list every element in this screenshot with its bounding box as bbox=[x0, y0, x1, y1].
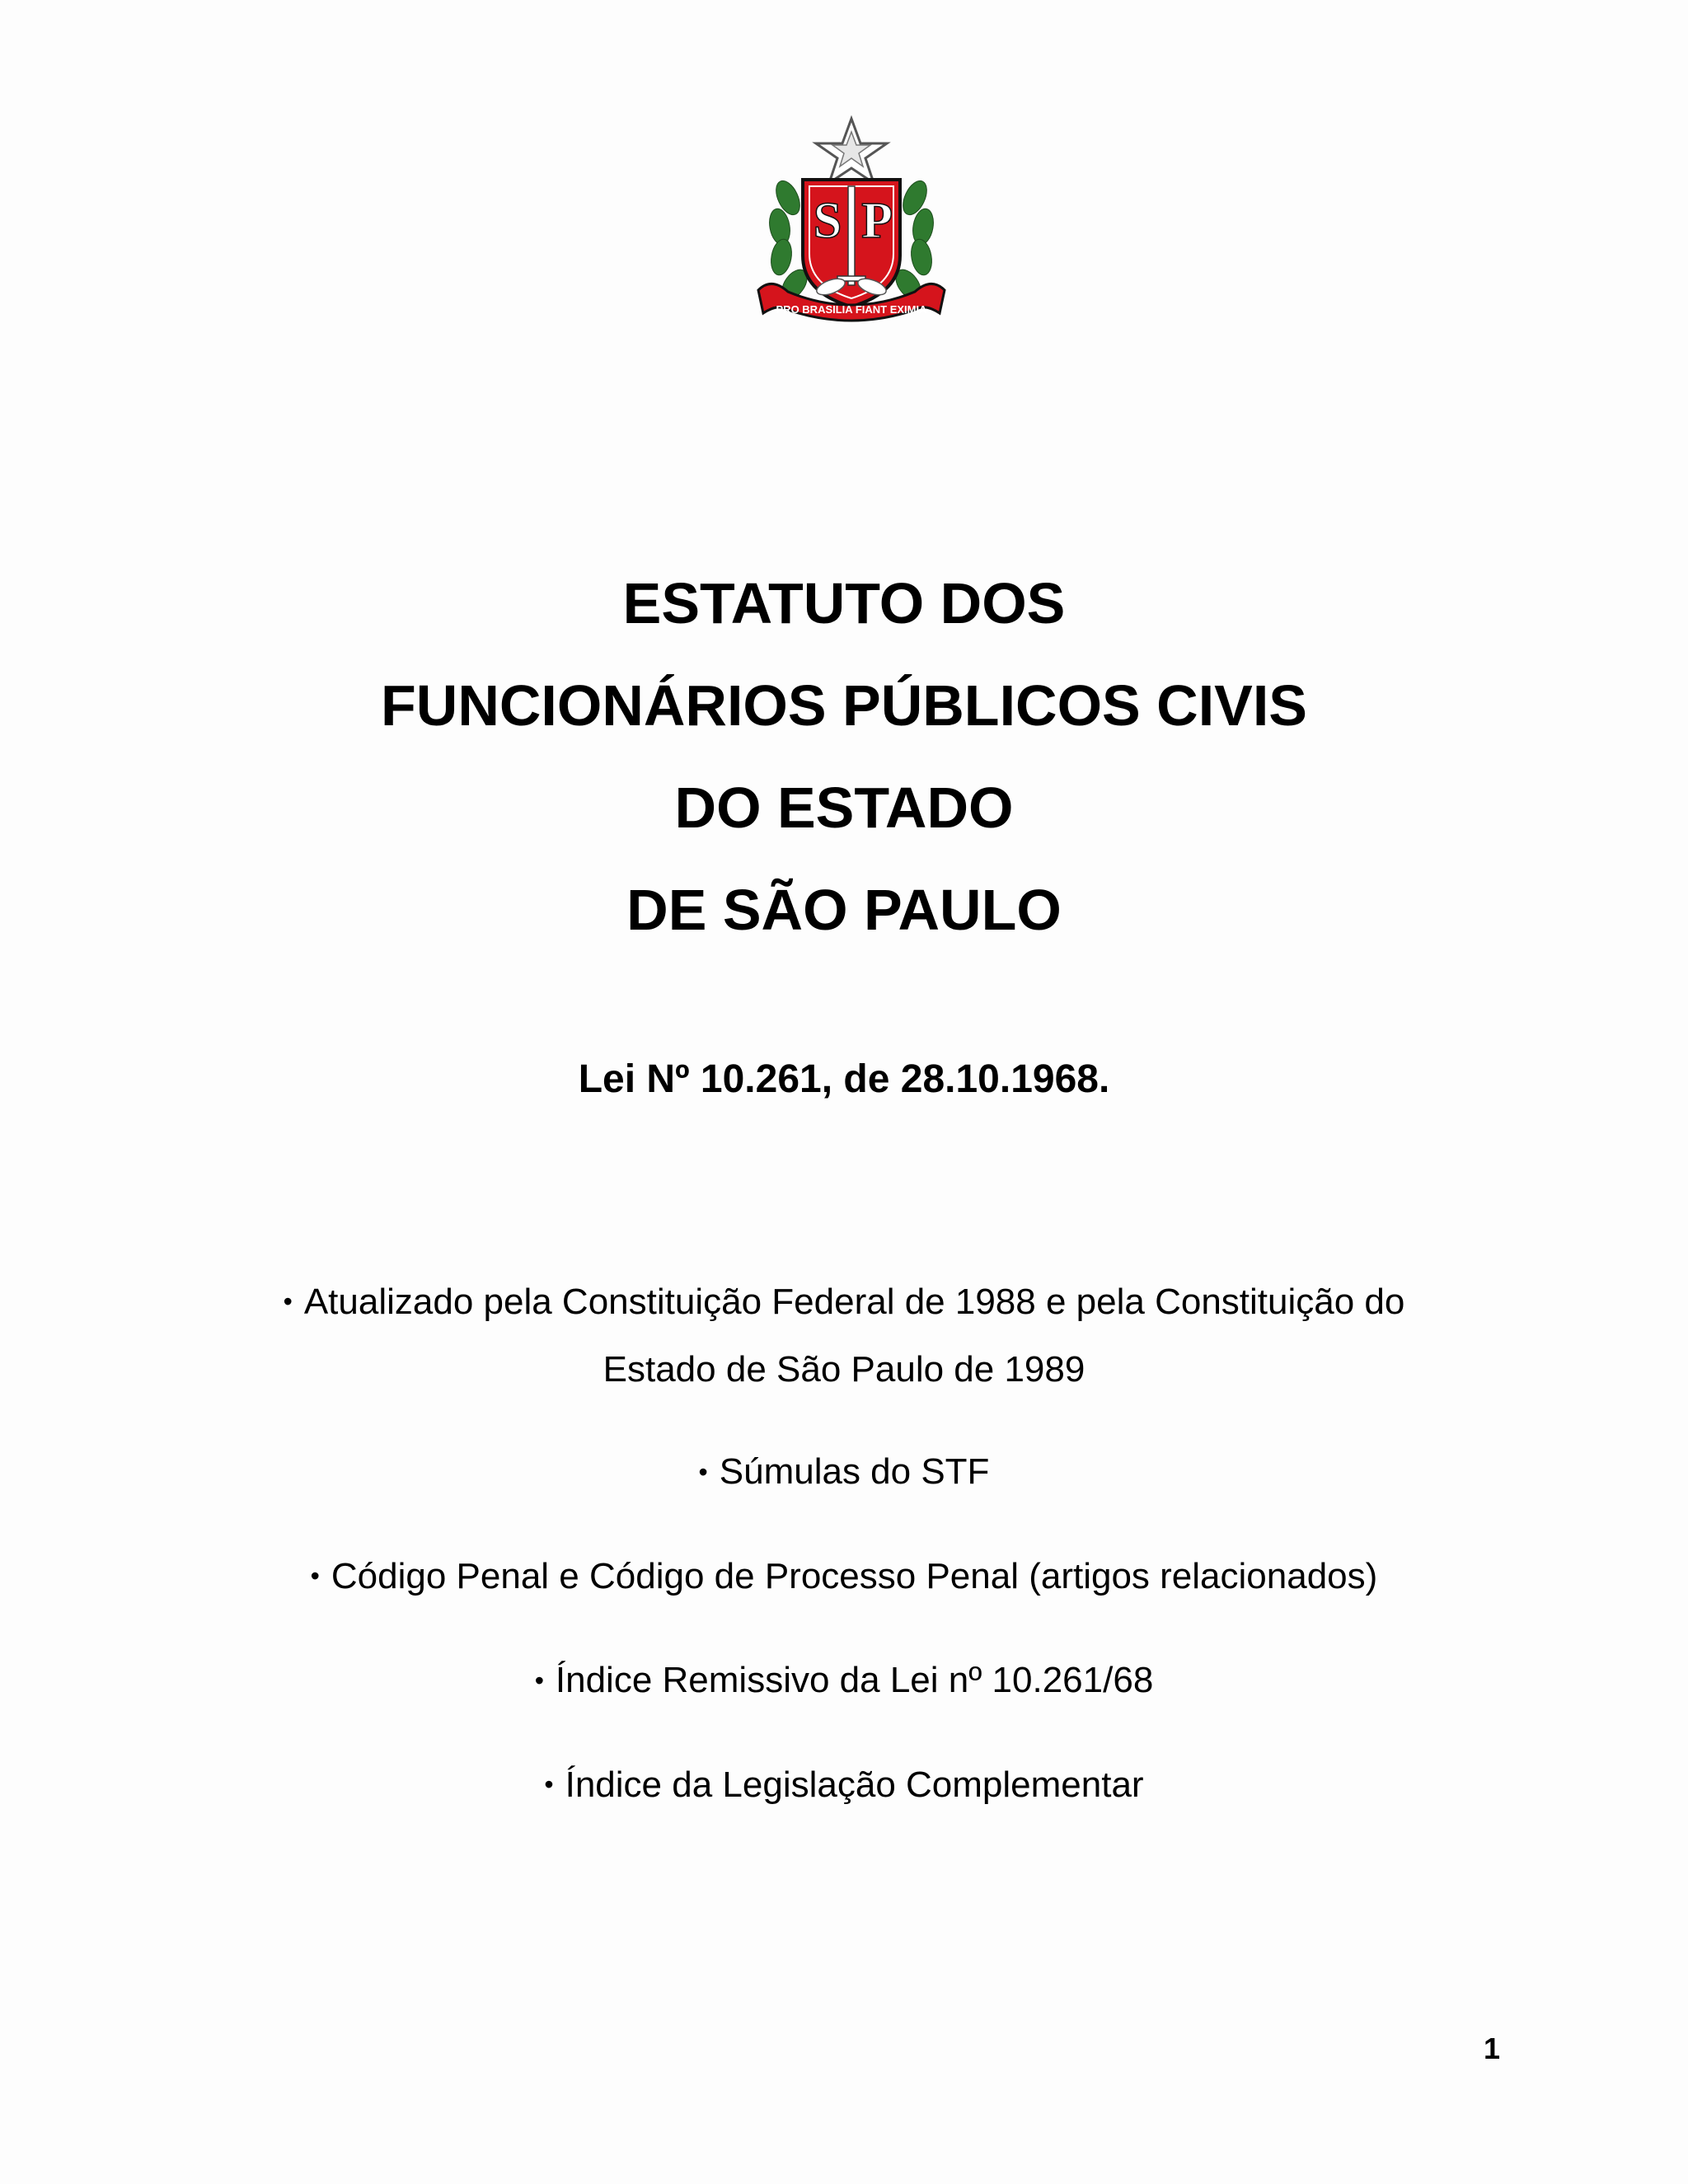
bullet-icon: • bbox=[534, 1665, 544, 1695]
list-item bbox=[0, 1647, 1688, 1715]
svg-text:PRO BRASILIA FIANT EXIMIA: PRO BRASILIA FIANT EXIMIA bbox=[776, 303, 927, 316]
bullet-icon: • bbox=[698, 1456, 708, 1487]
emblem-monogram-s: S bbox=[813, 193, 842, 249]
contents-list bbox=[0, 1269, 1688, 1820]
list-item bbox=[234, 1269, 1454, 1403]
list-item-text: Índice Remissivo da Lei nº 10.261/68 bbox=[555, 1660, 1154, 1701]
list-item bbox=[0, 1752, 1688, 1820]
emblem-monogram-p: P bbox=[861, 193, 893, 249]
list-item-text: Código Penal e Código de Processo Penal (artigos relacionados) bbox=[331, 1555, 1378, 1596]
law-reference: Lei Nº 10.261, de 28.10.1968. bbox=[578, 1057, 1110, 1101]
list-item-text: Índice da Legislação Complementar bbox=[565, 1764, 1144, 1805]
page-number: 1 bbox=[1483, 2032, 1500, 2065]
list-item-text: Súmulas do STF bbox=[719, 1451, 990, 1493]
bullet-icon: • bbox=[544, 1769, 554, 1799]
title-line-4: DE SÃO PAULO bbox=[626, 878, 1062, 942]
title-line-2: FUNCIONÁRIOS PÚBLICOS CIVIS bbox=[381, 673, 1307, 738]
title-line-1: ESTATUTO DOS bbox=[622, 571, 1066, 635]
list-item bbox=[0, 1439, 1688, 1507]
list-item bbox=[0, 1544, 1688, 1611]
list-item-text: Atualizado pela Constituição Federal de 1988 e pela Constituição do Estado de São Paulo de 1989 bbox=[303, 1282, 1405, 1390]
title-line-3: DO ESTADO bbox=[674, 776, 1014, 840]
bullet-icon: • bbox=[310, 1561, 320, 1591]
bullet-icon: • bbox=[283, 1286, 293, 1317]
coat-of-arms-icon bbox=[755, 115, 948, 338]
document-title bbox=[0, 552, 1688, 961]
